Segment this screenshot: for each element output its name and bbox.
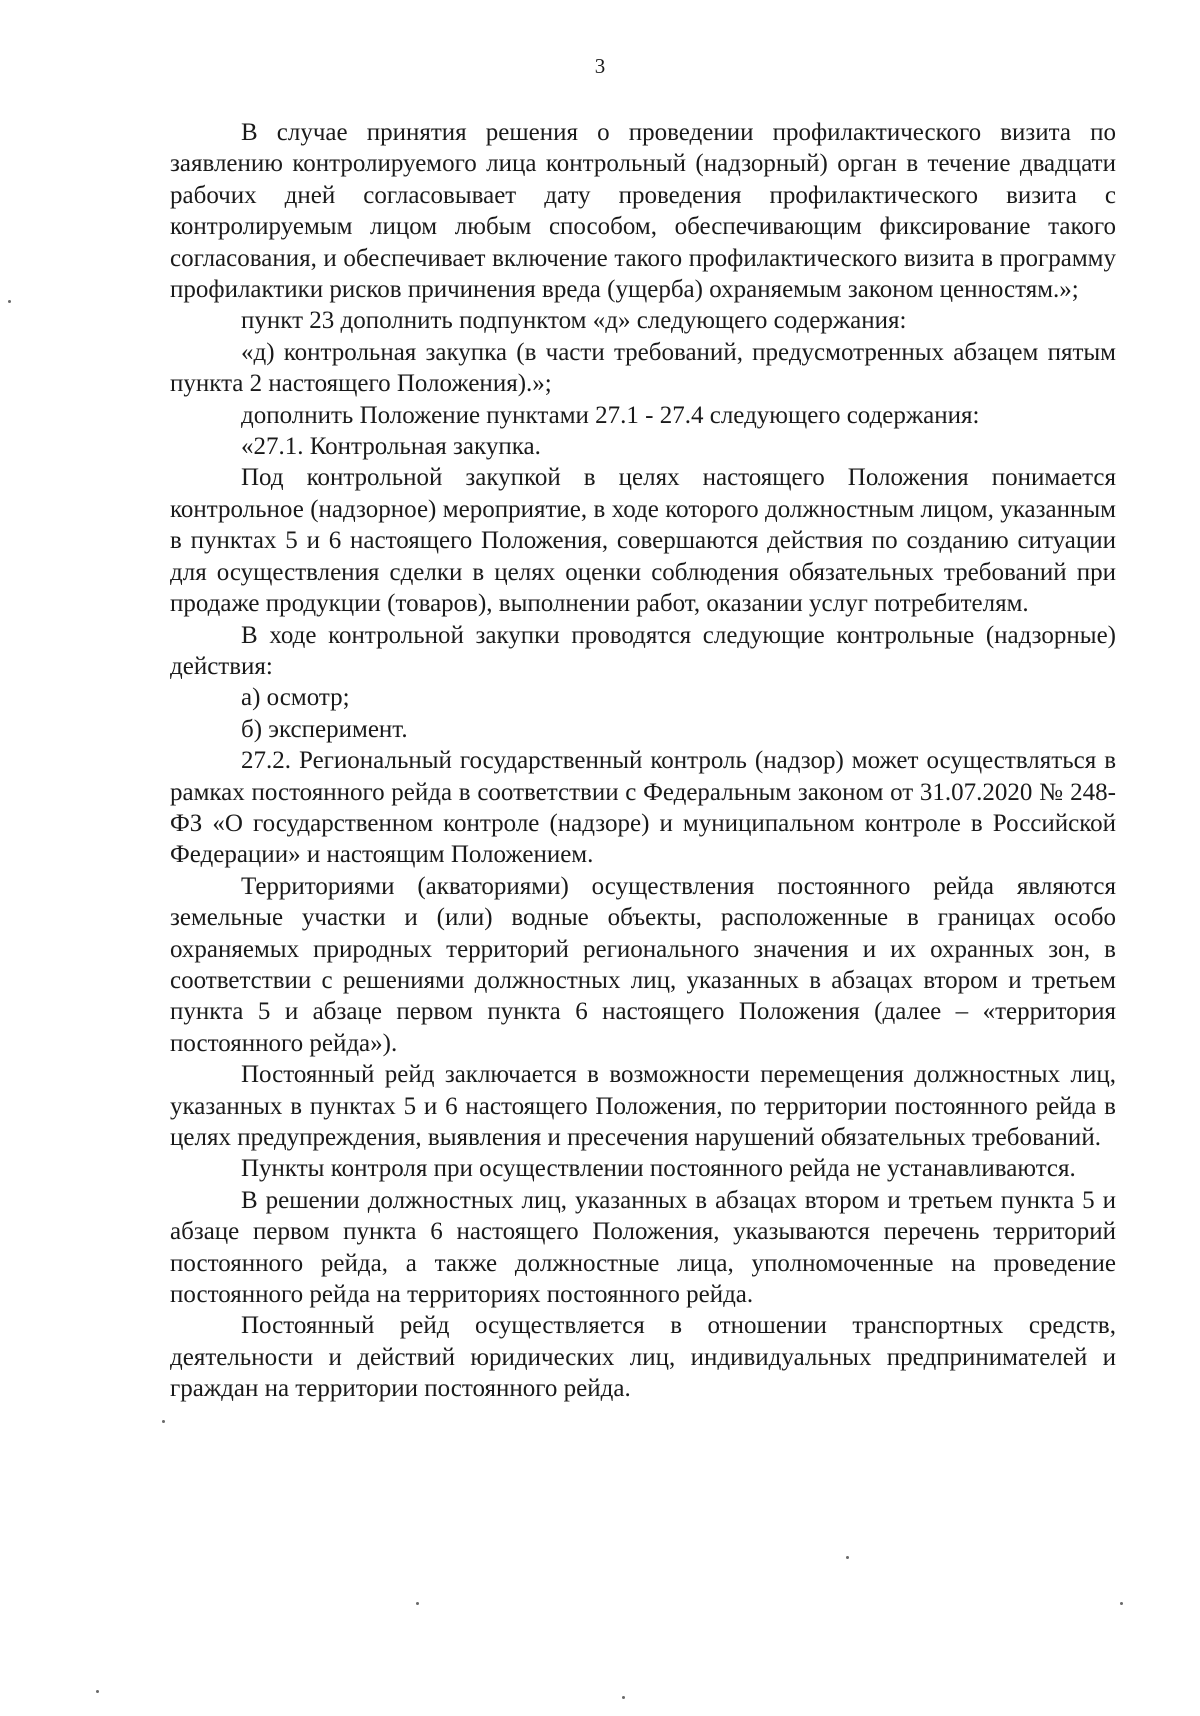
paragraph-add-punkty: дополнить Положение пунктами 27.1 - 27.4 следующего содержания: — [241, 401, 980, 429]
paragraph-subpunkt-d: «д) контрольная закупка (в части требований, предусмотренных абзацем пятым пункта 2 настоящего Положения).»; — [170, 338, 1116, 398]
paragraph-punkt-23: пункт 23 дополнить подпунктом «д» следующего содержания: — [241, 307, 907, 335]
paragraph-raid-movement: Постоянный рейд заключается в возможности перемещения должностных лиц, указанных в пунктах 5 и 6 настоящего Положения, по территории постоянного рейда в целях предупреждения, выявления и пресечения нарушений обязательных требований. — [170, 1061, 1116, 1151]
paragraph-27-1-item-b: б) эксперимент. — [241, 715, 408, 743]
paragraph-27-1-definition: Под контрольной закупкой в целях настоящего Положения понимается контрольное (надзорное) мероприятие, в ходе которого должностным лицом, указанным в пунктах 5 и 6 настоящего Положения, совершаются действия по созданию ситуации для осуществления сделки в целях оценки соблюдения обязательных требований при продаже продукции (товаров), выполнении работ, оказании услуг потребителям. — [170, 464, 1116, 618]
paragraph-decision: В решении должностных лиц, указанных в абзацах втором и третьем пункта 5 и абзаце первом пункта 6 настоящего Положения, указываются перечень территорий постоянного рейда, а также должностные лица, уполномоченные на проведение постоянного рейда на территориях постоянного рейда. — [170, 1186, 1116, 1309]
paragraph-27-1-item-a: а) осмотр; — [241, 684, 350, 712]
scan-speck — [1120, 1602, 1123, 1605]
paragraph-profilactic-visit: В случае принятия решения о проведении профилактического визита по заявлению контролируемого лица контрольный (надзорный) орган в течение двадцати рабочих дней согласовывает дату проведения профилактического визита с контролируемым лицом любым способом, обеспечивающим фиксирование такого согласования, и обеспечивает включение такого профилактического визита в программу профилактики рисков причинения вреда (ущерба) охраняемым законом ценностям.»; — [170, 119, 1116, 304]
paragraph-27-2: 27.2. Региональный государственный контроль (надзор) может осуществляться в рамках постоянного рейда в соответствии с Федеральным законом от 31.07.2020 № 248-ФЗ «О государственном контроле (надзоре) и муниципальном контроле в Российской Федерации» и настоящим Положением. — [170, 747, 1116, 869]
paragraph-27-1-actions: В ходе контрольной закупки проводятся следующие контрольные (надзорные) действия: — [170, 621, 1116, 680]
page-number: 3 — [594, 54, 606, 78]
scan-speck — [622, 1696, 625, 1699]
scan-speck — [846, 1556, 849, 1559]
paragraph-27-1-heading: «27.1. Контрольная закупка. — [241, 433, 541, 461]
paragraph-territories: Территориями (акваториями) осуществления постоянного рейда являются земельные участки и (или) водные объекты, расположенные в границах особо охраняемых природных территорий регионального значения и их охранных зон, в соответствии с решениями должностных лиц, указанных в абзацах втором и третьем пункта 5 и абзаце первом пункта 6 настоящего Положения (далее – «территория постоянного рейда»). — [170, 872, 1116, 1057]
scan-speck — [416, 1602, 419, 1605]
scan-speck — [96, 1690, 99, 1693]
scan-speck — [8, 300, 11, 303]
document-body — [170, 117, 1116, 1405]
scan-speck — [162, 1420, 165, 1423]
paragraph-control-points: Пункты контроля при осуществлении постоянного рейда не устанавливаются. — [241, 1155, 1076, 1183]
paragraph-raid-scope: Постоянный рейд осуществляется в отношении транспортных средств, деятельности и действий юридических лиц, индивидуальных предпринимателей и граждан на территории постоянного рейда. — [170, 1312, 1116, 1403]
